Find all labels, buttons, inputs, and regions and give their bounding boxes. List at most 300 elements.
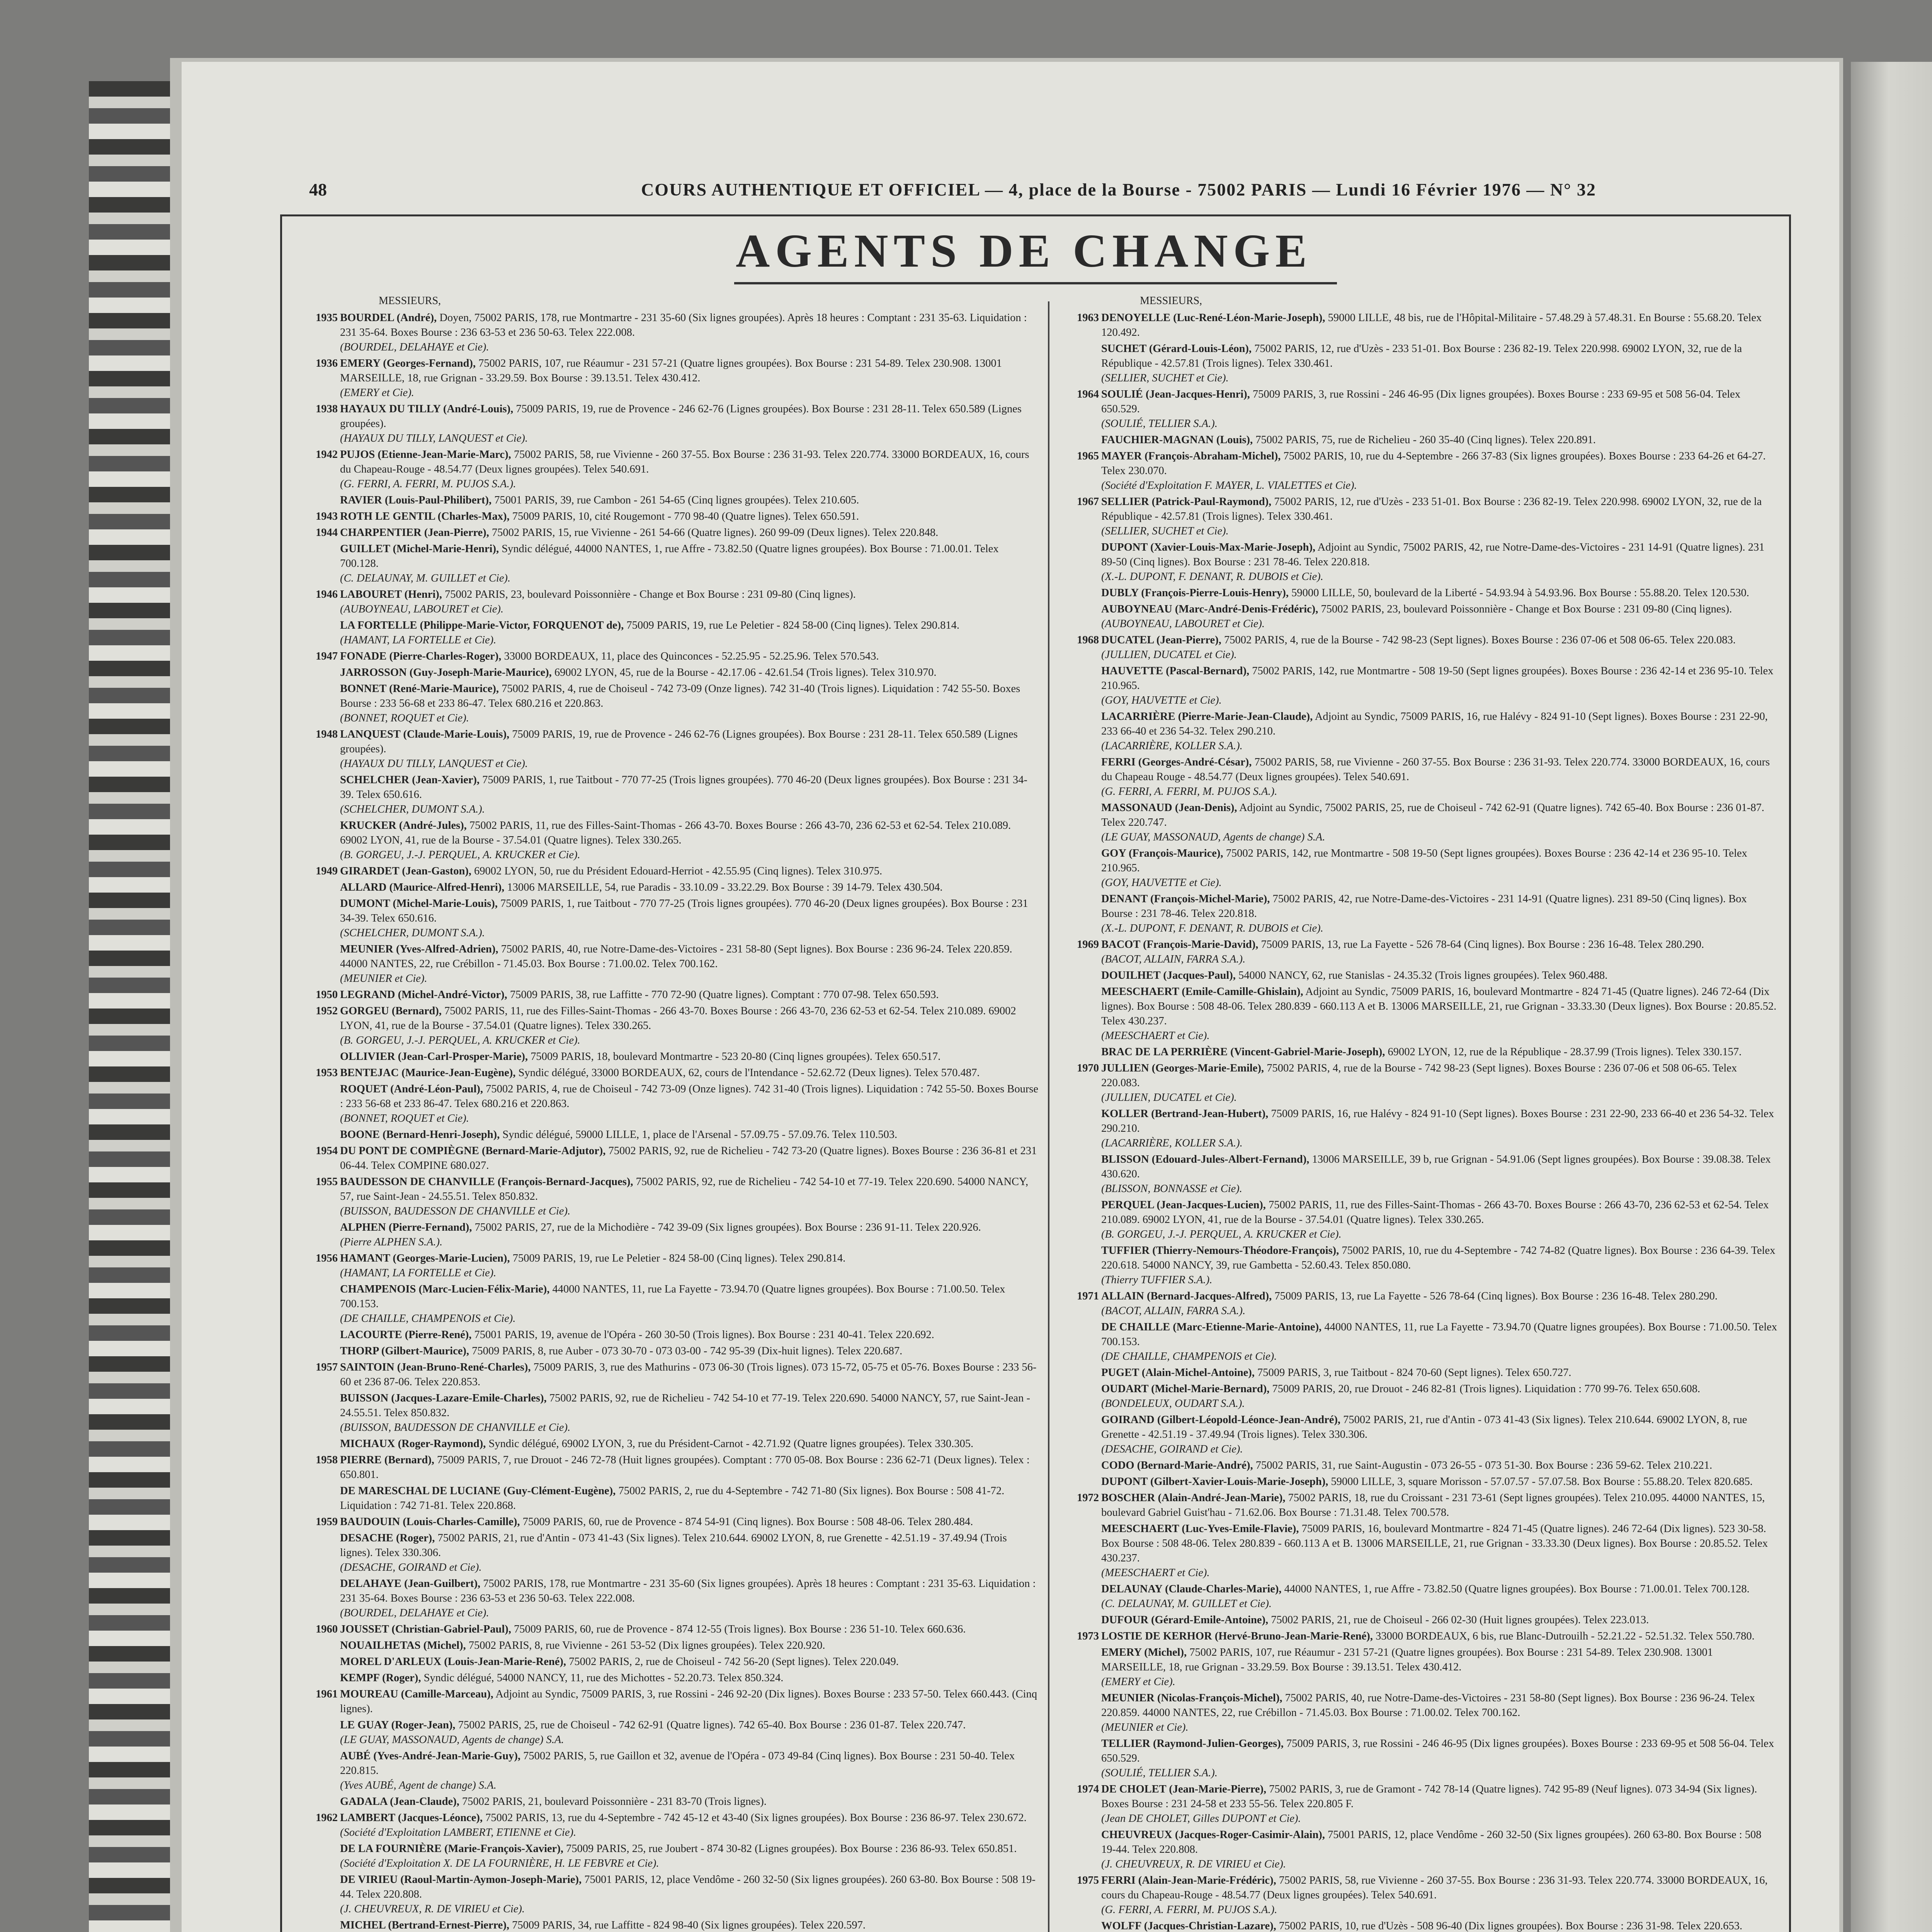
agent-entry: [305, 1622, 1039, 1637]
agent-entry: [1066, 892, 1777, 936]
agent-address: Doyen, 75002 PARIS, 178, rue Montmartre - 231 35-60 (Six lignes groupées). Après 18 heures : Comptant : 231 35-63. Liquidation : 231 35-64. Boxes Bourse : 236 63-53 et 236 50-63. Telex 222.008.: [340, 312, 1027, 338]
agent-entry: [305, 1391, 1039, 1435]
agent-name: DUBLY (François-Pierre-Louis-Henry),: [1101, 587, 1289, 599]
entry-year: 1963: [1077, 312, 1099, 324]
agent-entry: [305, 1718, 1039, 1747]
agent-address: 75009 PARIS, 25, rue Joubert - 874 30-82 (Lignes groupées). Box Bourse : 236 86-93. Telex 650.851.: [566, 1843, 1017, 1855]
agent-name: BENTEJAC (Maurice-Jean-Eugène),: [340, 1067, 516, 1079]
agent-address: 75002 PARIS, 107, rue Réaumur - 231 57-21 (Quatre lignes groupées). Box Bourse : 231 54-89. Telex 230.908. 13001 MARSEILLE, 18, rue Grignan - 33.29.59. Box Bourse : 39.13.51. Telex 430.412.: [340, 357, 1002, 384]
agent-address: 75001 PARIS, 12, place Vendôme - 260 32-50 (Six lignes groupées). 260 63-80. Box Bourse : 508 19-44. Telex 220.808.: [340, 1874, 1036, 1900]
agent-address: 75002 PARIS, 3, rue de Gramont - 742 78-14 (Quatre lignes). 742 95-89 (Neuf lignes). 073 34-94 (Six lignes). Boxes Bourse : 231 24-58 et 233 55-56. Telex 220.805 F.: [1101, 1783, 1757, 1810]
agent-name: CHARPENTIER (Jean-Pierre),: [340, 527, 489, 539]
agent-name: DU PONT DE COMPIÈGNE (Bernard-Marie-Adjutor),: [340, 1145, 606, 1157]
agent-firm: (J. CHEUVREUX, R. DE VIRIEU et Cie).: [1101, 1858, 1286, 1870]
agent-firm: (SELLIER, SUCHET et Cie).: [1101, 525, 1229, 537]
agent-firm: (LACARRIÈRE, KOLLER S.A.).: [1101, 740, 1243, 752]
agent-entry: [305, 1066, 1039, 1080]
agent-name: JULLIEN (Georges-Marie-Emile),: [1101, 1062, 1264, 1074]
agent-name: DELAUNAY (Claude-Charles-Marie),: [1101, 1583, 1282, 1595]
entry-year: 1935: [316, 312, 338, 324]
agent-name: BOONE (Bernard-Henri-Joseph),: [340, 1129, 500, 1141]
agent-entry: [305, 649, 1039, 664]
agent-entry: [305, 727, 1039, 771]
agent-name: MAYER (François-Abraham-Michel),: [1101, 450, 1281, 462]
agent-firm: (X.-L. DUPONT, F. DENANT, R. DUBOIS et Cie).: [1101, 922, 1323, 934]
agent-name: ROQUET (André-Léon-Paul),: [340, 1083, 483, 1095]
agent-address: 13006 MARSEILLE, 39 b, rue Grignan - 54.91.06 (Sept lignes groupées). Box Bourse : 39.08.38. Telex 430.620.: [1101, 1153, 1771, 1180]
agent-name: MEUNIER (Yves-Alfred-Adrien),: [340, 943, 498, 955]
agent-firm: (SCHELCHER, DUMONT S.A.).: [340, 803, 485, 815]
agent-entry: [305, 864, 1039, 879]
entry-year: 1969: [1077, 939, 1099, 951]
agent-name: ALLARD (Maurice-Alfred-Henri),: [340, 881, 505, 893]
agent-name: HAYAUX DU TILLY (André-Louis),: [340, 403, 514, 415]
agent-name: DUMONT (Michel-Marie-Louis),: [340, 898, 498, 910]
agent-name: DUCATEL (Jean-Pierre),: [1101, 634, 1221, 646]
agent-entry: [1066, 433, 1777, 447]
agent-address: 75009 PARIS, 60, rue de Provence - 874 12-55 (Trois lignes). Box Bourse : 236 51-10. Telex 660.636.: [514, 1623, 966, 1635]
entry-year: 1942: [316, 449, 338, 461]
agent-entry: [305, 1638, 1039, 1653]
agent-address: 75002 PARIS, 92, rue de Richelieu - 742 54-10 et 77-19. Telex 220.690. 54000 NANCY, 57, rue Saint-Jean - 24.55.51. Telex 850.832.: [340, 1176, 1029, 1202]
agent-entry: [1066, 1366, 1777, 1380]
agent-entry: [305, 493, 1039, 508]
agent-firm: (JULLIEN, DUCATEL et Cie).: [1101, 649, 1237, 661]
agent-entry: [305, 818, 1039, 862]
agent-firm: (SOULIÉ, TELLIER S.A.).: [1101, 1767, 1218, 1779]
agent-address: 75002 PARIS, 11, rue des Filles-Saint-Thomas - 266 43-70. Boxes Bourse : 266 43-70, 236 62-53 et 62-54. Telex 210.089. 69002 LYON, 41, rue de la Bourse - 37.54.01 (Quatre lignes). Telex 330.265.: [1101, 1199, 1769, 1226]
agent-name: TUFFIER (Thierry-Nemours-Théodore-François),: [1101, 1245, 1339, 1257]
agent-entry: [1066, 985, 1777, 1043]
agent-name: KRUCKER (André-Jules),: [340, 820, 467, 832]
agent-name: DE CHOLET (Jean-Marie-Pierre),: [1101, 1783, 1267, 1795]
agent-firm: (HAYAUX DU TILLY, LANQUEST et Cie).: [340, 758, 528, 770]
agent-name: FERRI (Alain-Jean-Marie-Frédéric),: [1101, 1874, 1276, 1886]
agent-firm: (Yves AUBÉ, Agent de change) S.A.: [340, 1779, 497, 1791]
agent-entry: [305, 1918, 1039, 1932]
agent-entry: [305, 618, 1039, 648]
agent-entry: [305, 1515, 1039, 1529]
agent-firm: (AUBOYNEAU, LABOURET et Cie).: [1101, 618, 1265, 630]
agent-name: KOLLER (Bertrand-Jean-Hubert),: [1101, 1108, 1269, 1120]
agent-name: LANQUEST (Claude-Marie-Louis),: [340, 728, 510, 740]
agent-address: Adjoint au Syndic, 75009 PARIS, 3, rue Rossini - 246 92-20 (Dix lignes). Boxes Bourse : 233 57-50. Telex 660.443. (Cinq lignes).: [340, 1688, 1037, 1715]
agent-entry: [305, 988, 1039, 1002]
agent-entry: [1066, 1613, 1777, 1628]
agent-firm: (GOY, HAUVETTE et Cie).: [1101, 877, 1222, 889]
agent-firm: (SELLIER, SUCHET et Cie).: [1101, 372, 1229, 384]
agent-entry: [1066, 1475, 1777, 1489]
agent-address: 69002 LYON, 50, rue du Président Edouard-Herriot - 42.55.95 (Cinq lignes). Telex 310.975.: [474, 865, 883, 877]
agent-entry: [1066, 1873, 1777, 1917]
agent-firm: (JULLIEN, DUCATEL et Cie).: [1101, 1092, 1237, 1104]
agent-entry: [305, 1671, 1039, 1685]
agent-address: 75009 PARIS, 16, boulevard Montmartre - 824 71-45 (Quatre lignes). 246 72-64 (Dix lignes). 523 30-58. Box Bourse : 508 48-06. Telex 280.839 - 660.113 A et B. 13006 MARSEILLE, 21, rue Grignan - 33.33.30 (Deux lignes). Box Bourse : 20.85.52. Telex 430.237.: [1101, 1523, 1768, 1564]
agent-entry: [1066, 1736, 1777, 1781]
agent-firm: (BONDELEUX, OUDART S.A.).: [1101, 1398, 1245, 1410]
agent-entry: [305, 447, 1039, 492]
agent-firm: (LACARRIÈRE, KOLLER S.A.).: [1101, 1137, 1243, 1149]
agent-name: BACOT (François-Marie-David),: [1101, 939, 1259, 951]
agent-address: 75002 PARIS, 11, rue des Filles-Saint-Thomas - 266 43-70. Boxes Bourse : 266 43-70, 236 62-53 et 62-54. Telex 210.089. 69002 LYON, 41, rue de la Bourse - 37.54.01 (Quatre lignes). Telex 330.265.: [340, 1005, 1016, 1032]
agent-firm: (SOULIÉ, TELLIER S.A.).: [1101, 418, 1218, 430]
title-underline: [734, 282, 1337, 284]
agent-entry: [305, 1811, 1039, 1840]
agent-name: MEESCHAERT (Luc-Yves-Emile-Flavie),: [1101, 1523, 1299, 1535]
agent-entry: [305, 1251, 1039, 1281]
agent-name: GOY (François-Maurice),: [1101, 847, 1223, 859]
agent-address: 75002 PARIS, 11, rue des Filles-Saint-Thomas - 266 43-70. Boxes Bourse : 266 43-70, 236 62-53 et 62-54. Telex 210.089. 69002 LYON, 41, rue de la Bourse - 37.54.01 (Quatre lignes). Telex 330.265.: [340, 820, 1011, 846]
agent-address: 75002 PARIS, 10, rue du 4-Septembre - 742 74-82 (Quatre lignes). Box Bourse : 236 64-39. Telex 220.618. 54000 NANCY, 39, rue Gambetta - 52.60.43. Telex 850.080.: [1101, 1245, 1776, 1271]
agent-name: DENOYELLE (Luc-René-Léon-Marie-Joseph),: [1101, 312, 1325, 324]
agent-firm: (DE CHAILLE, CHAMPENOIS et Cie).: [1101, 1350, 1277, 1362]
agent-address: 75002 PARIS, 142, rue Montmartre - 508 19-50 (Sept lignes groupées). Boxes Bourse : 236 42-14 et 236 95-10. Telex 210.965.: [1101, 665, 1774, 692]
agent-address: 75002 PARIS, 12, rue d'Uzès - 233 51-01. Box Bourse : 236 82-19. Telex 220.998. 69002 LYON, 32, rue de la République - 42.57.81 (Trois lignes). Telex 330.461.: [1101, 343, 1742, 369]
agent-name: SELLIER (Patrick-Paul-Raymond),: [1101, 496, 1272, 508]
entry-year: 1971: [1077, 1290, 1099, 1302]
entry-year: 1974: [1077, 1783, 1099, 1795]
agent-firm: (GOY, HAUVETTE et Cie).: [1101, 694, 1222, 706]
agent-name: DE CHAILLE (Marc-Etienne-Marie-Antoine),: [1101, 1321, 1322, 1333]
agent-entry: [305, 402, 1039, 446]
agent-name: DUPONT (Gilbert-Xavier-Louis-Marie-Joseph),: [1101, 1476, 1328, 1488]
agent-entry: [305, 311, 1039, 355]
agent-name: LABOURET (Henri),: [340, 588, 442, 600]
agent-firm: (BLISSON, BONNASSE et Cie).: [1101, 1183, 1242, 1195]
left-column: [305, 294, 1039, 1932]
agent-address: 75002 PARIS, 18, rue du Croissant - 231 73-61 (Sept lignes groupées). Telex 210.095. 44000 NANTES, 15, boulevard Gabriel Guist'hau - 71.62.06. Box Bourse : 71.31.48. Telex 700.578.: [1101, 1492, 1765, 1519]
agent-address: 44000 NANTES, 11, rue La Fayette - 73.94.70 (Quatre lignes groupées). Box Bourse : 71.00.50. Telex 700.153.: [340, 1283, 1005, 1310]
agent-address: 59000 LILLE, 3, square Morisson - 57.07.57 - 57.07.58. Box Bourse : 55.88.20. Telex 820.685.: [1331, 1476, 1753, 1488]
agent-entry: [1066, 1413, 1777, 1457]
agent-firm: (BACOT, ALLAIN, FARRA S.A.).: [1101, 1305, 1246, 1317]
agent-name: OUDART (Michel-Marie-Bernard),: [1101, 1383, 1270, 1395]
agent-firm: (Société d'Exploitation X. DE LA FOURNIÈRE, H. LE FEBVRE et Cie).: [340, 1857, 659, 1869]
agent-name: EMERY (Michel),: [1101, 1646, 1187, 1658]
agent-name: DUFOUR (Gérard-Emile-Antoine),: [1101, 1614, 1269, 1626]
agent-entry: [1066, 540, 1777, 584]
agent-address: 75002 PARIS, 58, rue Vivienne - 260 37-55. Box Bourse : 236 31-93. Telex 220.774. 33000 BORDEAUX, 16, cours du Chapeau-Rouge - 48.54.77 (Deux lignes groupées). Telex 540.691.: [340, 449, 1029, 475]
agent-name: DENANT (François-Michel-Marie),: [1101, 893, 1270, 905]
agent-address: 75002 PARIS, 15, rue Vivienne - 261 54-66 (Quatre lignes). 260 99-09 (Deux lignes). Telex 220.848.: [492, 527, 939, 539]
agent-name: DE MARESCHAL DE LUCIANE (Guy-Clément-Eugène),: [340, 1485, 616, 1497]
agent-address: 44000 NANTES, 1, rue Affre - 73.82.50 (Quatre lignes groupées). Box Bourse : 71.00.01. Telex 700.128.: [1284, 1583, 1750, 1595]
agent-firm: (Société d'Exploitation LAMBERT, ETIENNE et Cie).: [340, 1827, 577, 1838]
agent-address: 75009 PARIS, 10, cité Rougemont - 770 98-40 (Quatre lignes). Telex 650.591.: [512, 510, 859, 522]
agent-address: Syndic délégué, 33000 BORDEAUX, 62, cours de l'Intendance - 52.62.72 (Deux lignes). Telex 570.487.: [518, 1067, 980, 1079]
entry-year: 1955: [316, 1176, 338, 1188]
agent-address: 75002 PARIS, 178, rue Montmartre - 231 35-60 (Six lignes groupées). Après 18 heures : Comptant : 231 35-63. Liquidation : 231 35-64. Boxes Bourse : 236 63-53 et 236 50-63. Telex 222.008.: [340, 1578, 1036, 1604]
entry-year: 1962: [316, 1812, 338, 1824]
entry-year: 1943: [316, 510, 338, 522]
agent-name: THORP (Gilbert-Maurice),: [340, 1345, 469, 1357]
agent-firm: (LE GUAY, MASSONAUD, Agents de change) S.A.: [340, 1734, 564, 1746]
agent-entry: [1066, 1458, 1777, 1473]
book-binding-edge: [89, 81, 178, 1932]
agent-name: GIRARDET (Jean-Gaston),: [340, 865, 471, 877]
agent-name: LACOURTE (Pierre-René),: [340, 1329, 472, 1341]
agent-entry: [305, 526, 1039, 540]
agent-name: MEUNIER (Nicolas-François-Michel),: [1101, 1692, 1282, 1704]
agent-address: 44000 NANTES, 11, rue La Fayette - 73.94.70 (Quatre lignes groupées). Box Bourse : 71.00.50. Telex 700.153.: [1101, 1321, 1777, 1348]
agent-firm: (B. GORGEU, J.-J. PERQUEL, A. KRUCKER et Cie).: [340, 1034, 580, 1046]
agent-address: 75002 PARIS, 4, rue de Choiseul - 742 73-09 (Onze lignes). 742 31-40 (Trois lignes). Liquidation : 742 55-50. Boxes Bourse : 233 56-68 et 233 86-47. Telex 680.216 et 220.863.: [340, 1083, 1039, 1110]
agent-address: Syndic délégué, 59000 LILLE, 1, place de l'Arsenal - 57.09.75 - 57.09.76. Telex 110.503.: [502, 1129, 898, 1141]
entry-year: 1965: [1077, 450, 1099, 462]
agent-name: HAUVETTE (Pascal-Bernard),: [1101, 665, 1250, 677]
agent-address: 69002 LYON, 12, rue de la République - 28.37.99 (Trois lignes). Telex 330.157.: [1388, 1046, 1742, 1058]
page-header: [309, 178, 1789, 201]
agent-entry: [1066, 1289, 1777, 1318]
agent-name: PUGET (Alain-Michel-Antoine),: [1101, 1367, 1255, 1379]
agent-entry: [1066, 1645, 1777, 1689]
agent-firm: (X.-L. DUPONT, F. DENANT, R. DUBOIS et Cie).: [1101, 571, 1323, 583]
agent-address: 75002 PARIS, 4, rue de la Bourse - 742 98-23 (Sept lignes). Boxes Bourse : 236 07-06 et 508 06-65. Telex 220.083.: [1224, 634, 1736, 646]
agent-entry: [1066, 1491, 1777, 1520]
agent-entry: [1066, 449, 1777, 493]
agent-name: GOIRAND (Gilbert-Léopold-Léonce-Jean-André),: [1101, 1414, 1341, 1426]
agent-entry: [1066, 709, 1777, 753]
agent-address: Syndic délégué, 69002 LYON, 3, rue du Président-Carnot - 42.71.92 (Quatre lignes groupées). Telex 330.305.: [488, 1438, 974, 1450]
agent-firm: (DESACHE, GOIRAND et Cie).: [340, 1561, 482, 1573]
agent-entry: [1066, 1107, 1777, 1151]
agent-address: 75002 PARIS, 23, boulevard Poissonnière - Change et Box Bourse : 231 09-80 (Cinq lignes).: [1321, 603, 1732, 615]
agent-address: 75009 PARIS, 13, rue La Fayette - 526 78-64 (Cinq lignes). Box Bourse : 236 16-48. Telex 280.290.: [1261, 939, 1704, 951]
agent-name: KEMPF (Roger),: [340, 1672, 421, 1684]
agent-address: 75002 PARIS, 10, rue d'Uzès - 508 96-40 (Dix lignes groupées). Box Bourse : 236 31-98. Telex 220.653.: [1279, 1920, 1743, 1932]
agent-address: 33000 BORDEAUX, 11, place des Quinconces - 52.25.95 - 52.25.96. Telex 570.543.: [504, 650, 879, 662]
agent-address: 75002 PARIS, 23, boulevard Poissonnière - Change et Box Bourse : 231 09-80 (Cinq lignes).: [445, 588, 856, 600]
agent-entry: [1066, 937, 1777, 967]
agent-address: 75002 PARIS, 92, rue de Richelieu - 742 54-10 et 77-19. Telex 220.690. 54000 NANCY, 57, rue Saint-Jean - 24.55.51. Telex 850.832.: [340, 1392, 1030, 1419]
agent-entry: [1066, 1152, 1777, 1196]
masthead: COURS AUTHENTIQUE ET OFFICIEL — 4, place de la Bourse - 75002 PARIS — Lundi 16 Février 1976 — N° 32: [641, 179, 1596, 199]
agent-name: DESACHE (Roger),: [340, 1532, 435, 1544]
agent-firm: (C. DELAUNAY, M. GUILLET et Cie).: [340, 572, 511, 584]
agent-address: 75002 PARIS, 40, rue Notre-Dame-des-Victoires - 231 58-80 (Sept lignes). Box Bourse : 236 96-24. Telex 220.859. 44000 NANTES, 22, rue Crébillon - 71.45.03. Box Bourse : 71.00.02. Telex 700.162.: [1101, 1692, 1755, 1719]
agent-address: 75009 PARIS, 3, rue des Mathurins - 073 06-30 (Trois lignes). 073 15-72, 05-75 et 05-76. Boxes Bourse : 233 56-60 et 236 87-06. Telex 220.853.: [340, 1361, 1037, 1388]
agent-entry: [305, 1531, 1039, 1575]
agent-name: SCHELCHER (Jean-Xavier),: [340, 774, 480, 786]
agent-firm: (J. CHEUVREUX, R. DE VIRIEU et Cie).: [340, 1903, 525, 1915]
agent-name: FAUCHIER-MAGNAN (Louis),: [1101, 434, 1253, 446]
agent-address: Adjoint au Syndic, 75009 PARIS, 16, rue Halévy - 824 91-10 (Sept lignes). Boxes Bourse : 231 22-90, 233 66-40 et 236 54-32. Telex 290.210.: [1101, 711, 1768, 737]
agent-firm: (Société d'Exploitation F. MAYER, L. VIALETTES et Cie).: [1101, 480, 1357, 492]
agent-name: BRAC DE LA PERRIÈRE (Vincent-Gabriel-Marie-Joseph),: [1101, 1046, 1385, 1058]
entry-year: 1947: [316, 650, 338, 662]
agent-firm: (MEUNIER et Cie).: [1101, 1721, 1189, 1733]
agent-entry: [305, 1453, 1039, 1482]
entry-year: 1957: [316, 1361, 338, 1373]
entry-year: 1948: [316, 728, 338, 740]
agent-name: WOLFF (Jacques-Christian-Lazare),: [1101, 1920, 1276, 1932]
agent-name: LACARRIÈRE (Pierre-Marie-Jean-Claude),: [1101, 711, 1313, 723]
agent-entry: [305, 1220, 1039, 1250]
entry-year: 1967: [1077, 496, 1099, 508]
entry-year: 1968: [1077, 634, 1099, 646]
agent-firm: (B. GORGEU, J.-J. PERQUEL, A. KRUCKER et Cie).: [340, 849, 580, 861]
agent-entry: [305, 542, 1039, 586]
agent-name: DE VIRIEU (Raoul-Martin-Aymon-Joseph-Marie),: [340, 1874, 582, 1886]
page-title: AGENTS DE CHANGE: [736, 225, 1312, 277]
facing-page-edge: [1851, 62, 1932, 1932]
agent-entry: [1066, 495, 1777, 539]
agent-name: PIERRE (Bernard),: [340, 1454, 434, 1466]
agent-address: 75002 PARIS, 10, rue du 4-Septembre - 266 37-83 (Six lignes groupées). Boxes Bourse : 233 64-26 et 64-27. Telex 230.070.: [1101, 450, 1766, 477]
agent-entry: [305, 1128, 1039, 1142]
agent-firm: (BUISSON, BAUDESSON DE CHANVILLE et Cie).: [340, 1205, 571, 1217]
agent-address: 75009 PARIS, 3, rue Taitbout - 824 70-60 (Sept lignes). Telex 650.727.: [1257, 1367, 1571, 1379]
agent-name: PERQUEL (Jean-Jacques-Lucien),: [1101, 1199, 1266, 1211]
agent-address: 75001 PARIS, 19, avenue de l'Opéra - 260 30-50 (Trois lignes). Box Bourse : 231 40-41. Telex 220.692.: [474, 1329, 934, 1341]
agent-address: 75009 PARIS, 19, rue Le Peletier - 824 58-00 (Cinq lignes). Telex 290.814.: [626, 619, 959, 631]
agent-address: 13006 MARSEILLE, 54, rue Paradis - 33.10.09 - 33.22.29. Box Bourse : 39 14-79. Telex 430.504.: [507, 881, 943, 893]
agent-address: 75002 PARIS, 8, rue Vivienne - 261 53-52 (Dix lignes groupées). Telex 220.920.: [468, 1639, 825, 1651]
entry-year: 1959: [316, 1516, 338, 1528]
agent-name: FONADE (Pierre-Charles-Roger),: [340, 650, 502, 662]
entry-year: 1949: [316, 865, 338, 877]
agent-entry: [305, 1484, 1039, 1513]
agent-name: ALLAIN (Bernard-Jacques-Alfred),: [1101, 1290, 1272, 1302]
agent-address: 59000 LILLE, 50, boulevard de la Liberté - 54.93.94 à 54.93.96. Box Bourse : 55.88.20. Telex 120.530.: [1291, 587, 1749, 599]
agent-entry: [305, 1082, 1039, 1126]
agent-entry: [305, 773, 1039, 817]
agent-address: 75002 PARIS, 31, rue Saint-Augustin - 073 26-55 - 073 51-30. Box Bourse : 236 59-62. Telex 210.221.: [1255, 1459, 1713, 1471]
agent-name: LOSTIE DE KERHOR (Hervé-Bruno-Jean-Marie-René),: [1101, 1630, 1373, 1642]
agent-entry: [305, 1687, 1039, 1716]
agent-address: 75009 PARIS, 18, boulevard Montmartre - 523 20-80 (Cinq lignes groupées). Telex 650.517.: [531, 1051, 941, 1063]
entry-year: 1970: [1077, 1062, 1099, 1074]
agent-name: RAVIER (Louis-Paul-Philibert),: [340, 494, 492, 506]
agent-address: 59000 LILLE, 48 bis, rue de l'Hôpital-Militaire - 57.48.29 à 57.48.31. En Bourse : 55.68.20. Telex 120.492.: [1101, 312, 1762, 338]
agent-address: 75009 PARIS, 1, rue Taitbout - 770 77-25 (Trois lignes groupées). 770 46-20 (Deux lignes groupées). Box Bourse : 231 34-39. Telex 650.616.: [340, 898, 1028, 924]
agent-address: 75002 PARIS, 92, rue de Richelieu - 742 73-20 (Quatre lignes). Boxes Bourse : 236 36-81 et 231 06-44. Telex COMPINE 680.027.: [340, 1145, 1037, 1172]
agent-firm: (DESACHE, GOIRAND et Cie).: [1101, 1443, 1243, 1455]
agent-firm: (MEESCHAERT et Cie).: [1101, 1030, 1210, 1042]
agent-address: 54000 NANCY, 62, rue Stanislas - 24.35.32 (Trois lignes groupées). Telex 960.488.: [1238, 969, 1608, 981]
agent-address: 75009 PARIS, 20, rue Drouot - 246 82-81 (Trois lignes). Liquidation : 770 99-76. Telex 650.608.: [1272, 1383, 1701, 1395]
agent-address: 75009 PARIS, 34, rue Laffitte - 824 98-40 (Six lignes groupées). Telex 220.597.: [512, 1919, 866, 1931]
agent-firm: (DE CHAILLE, CHAMPENOIS et Cie).: [340, 1313, 516, 1325]
agent-address: 75009 PARIS, 7, rue Drouot - 246 72-78 (Huit lignes groupées). Comptant : 770 05-08. Box Bourse : 236 62-71 (Deux lignes). Telex : 650.801.: [340, 1454, 1030, 1481]
agent-firm: (BOURDEL, DELAHAYE et Cie).: [340, 1607, 489, 1619]
agent-address: 75009 PARIS, 19, rue Le Peletier - 824 58-00 (Cinq lignes). Telex 290.814.: [512, 1252, 846, 1264]
agent-name: NOUAILHETAS (Michel),: [340, 1639, 466, 1651]
entry-year: 1950: [316, 989, 338, 1001]
agent-entry: [1066, 664, 1777, 708]
agent-firm: (LE GUAY, MASSONAUD, Agents de change) S.A.: [1101, 831, 1325, 843]
agent-address: 75002 PARIS, 4, rue de la Bourse - 742 98-23 (Sept lignes). Boxes Bourse : 236 07-06 et 508 06-65. Telex 220.083.: [1101, 1062, 1737, 1089]
agent-entry: [305, 665, 1039, 680]
agent-address: Syndic délégué, 54000 NANCY, 11, rue des Michottes - 52.20.73. Telex 850.324.: [423, 1672, 784, 1684]
agent-entry: [1066, 311, 1777, 340]
agent-address: 75001 PARIS, 12, place Vendôme - 260 32-50 (Six lignes groupées). 260 63-80. Box Bourse : 508 19-44. Telex 220.808.: [1101, 1829, 1762, 1855]
agent-entry: [305, 1344, 1039, 1359]
agent-address: 75009 PARIS, 3, rue Rossini - 246 46-95 (Dix lignes groupées). Boxes Bourse : 233 69-95 et 508 56-04. Telex 650.529.: [1101, 388, 1741, 415]
agent-name: GADALA (Jean-Claude),: [340, 1796, 459, 1808]
entry-year: 1954: [316, 1145, 338, 1157]
agent-name: ALPHEN (Pierre-Fernand),: [340, 1221, 472, 1233]
agent-address: 75002 PARIS, 13, rue du 4-Septembre - 742 45-12 et 43-40 (Six lignes groupées). Box Bourse : 236 86-97. Telex 230.672.: [485, 1812, 1027, 1824]
entry-year: 1958: [316, 1454, 338, 1466]
agent-entry: [1066, 602, 1777, 631]
agent-name: BUISSON (Jacques-Lazare-Emile-Charles),: [340, 1392, 547, 1404]
agent-firm: (HAMANT, LA FORTELLE et Cie).: [340, 1267, 497, 1279]
agent-address: Adjoint au Syndic, 75002 PARIS, 42, rue Notre-Dame-des-Victoires - 231 14-91 (Quatre lignes). 231 89-50 (Cinq lignes). Box Bourse : 231 78-46. Telex 220.818.: [1101, 541, 1765, 568]
entry-year: 1961: [316, 1688, 338, 1700]
agent-name: LAMBERT (Jacques-Léonce),: [340, 1812, 483, 1824]
agent-entry: [1066, 1828, 1777, 1872]
agent-name: MOREL D'ARLEUX (Louis-Jean-Marie-René),: [340, 1656, 566, 1668]
agent-entry: [305, 1144, 1039, 1173]
entry-year: 1946: [316, 588, 338, 600]
agent-entry: [1066, 1198, 1777, 1242]
entry-year: 1936: [316, 357, 338, 369]
agent-firm: (MEUNIER et Cie).: [340, 973, 427, 985]
agent-entry: [305, 1328, 1039, 1342]
agent-name: CHEUVREUX (Jacques-Roger-Casimir-Alain),: [1101, 1829, 1325, 1841]
agent-name: MASSONAUD (Jean-Denis),: [1101, 802, 1237, 814]
agent-firm: (C. DELAUNAY, M. GUILLET et Cie).: [1101, 1598, 1272, 1610]
messieurs-label: MESSIEURS,: [379, 295, 441, 307]
agent-address: 75009 PARIS, 8, rue Auber - 073 30-70 - 073 03-00 - 742 95-39 (Dix-huit lignes). Telex 220.687.: [472, 1345, 903, 1357]
agent-entry: [305, 587, 1039, 617]
agent-name: JOUSSET (Christian-Gabriel-Paul),: [340, 1623, 511, 1635]
agent-entry: [1066, 342, 1777, 386]
agent-firm: (SCHELCHER, DUMONT S.A.).: [340, 927, 485, 939]
agent-name: BLISSON (Edouard-Jules-Albert-Fernand),: [1101, 1153, 1310, 1165]
agent-name: ROTH LE GENTIL (Charles-Max),: [340, 510, 510, 522]
agent-firm: (Thierry TUFFIER S.A.).: [1101, 1274, 1213, 1286]
agent-name: SAINTOIN (Jean-Bruno-René-Charles),: [340, 1361, 531, 1373]
agent-entry: [305, 1842, 1039, 1871]
agent-name: JARROSSON (Guy-Joseph-Marie-Maurice),: [340, 667, 552, 679]
agent-address: 75002 PARIS, 27, rue de la Michodière - 742 39-09 (Six lignes groupées). Box Bourse : 236 91-11. Telex 220.926.: [474, 1221, 981, 1233]
agent-entry: [1066, 968, 1777, 983]
agent-name: MICHAUX (Roger-Raymond),: [340, 1438, 486, 1450]
agent-name: HAMANT (Georges-Marie-Lucien),: [340, 1252, 510, 1264]
agent-entry: [1066, 846, 1777, 890]
agent-firm: (EMERY et Cie).: [1101, 1676, 1175, 1688]
agent-name: OLLIVIER (Jean-Carl-Prosper-Marie),: [340, 1051, 528, 1063]
agent-entry: [1066, 1691, 1777, 1735]
agent-address: 75009 PARIS, 13, rue La Fayette - 526 78-64 (Cinq lignes). Box Bourse : 236 16-48. Telex 280.290.: [1274, 1290, 1718, 1302]
agent-address: 75002 PARIS, 4, rue de Choiseul - 742 73-09 (Onze lignes). 742 31-40 (Trois lignes). Liquidation : 742 55-50. Boxes Bourse : 233 56-68 et 233 86-47. Telex 680.216 et 220.863.: [340, 683, 1020, 709]
agent-name: MICHEL (Bertrand-Ernest-Pierre),: [340, 1919, 509, 1931]
column-divider: [1048, 301, 1049, 1932]
agent-entry: [1066, 1919, 1777, 1932]
page-number: 48: [309, 179, 327, 199]
agent-name: LA FORTELLE (Philippe-Marie-Victor, FORQUENOT de),: [340, 619, 624, 631]
agent-name: DUPONT (Xavier-Louis-Max-Marie-Joseph),: [1101, 541, 1316, 553]
entry-year: 1952: [316, 1005, 338, 1017]
agent-entry: [305, 1004, 1039, 1048]
agent-entry: [1066, 755, 1777, 799]
agent-name: BOSCHER (Alain-André-Jean-Marie),: [1101, 1492, 1286, 1504]
agent-firm: (HAYAUX DU TILLY, LANQUEST et Cie).: [340, 432, 528, 444]
agent-entry: [305, 509, 1039, 524]
agent-entry: [1066, 586, 1777, 600]
agent-firm: (EMERY et Cie).: [340, 387, 414, 399]
agent-entry: [305, 356, 1039, 400]
agent-firm: (MEESCHAERT et Cie).: [1101, 1567, 1210, 1579]
agent-name: DOUILHET (Jacques-Paul),: [1101, 969, 1236, 981]
agent-address: 75009 PARIS, 19, rue de Provence - 246 62-76 (Lignes groupées). Box Bourse : 231 28-11. Telex 650.589 (Lignes groupées).: [340, 728, 1018, 755]
agent-name: AUBÉ (Yves-André-Jean-Marie-Guy),: [340, 1750, 521, 1762]
agent-entry: [1066, 1243, 1777, 1287]
agent-entry: [305, 1872, 1039, 1917]
entry-year: 1975: [1077, 1874, 1099, 1886]
